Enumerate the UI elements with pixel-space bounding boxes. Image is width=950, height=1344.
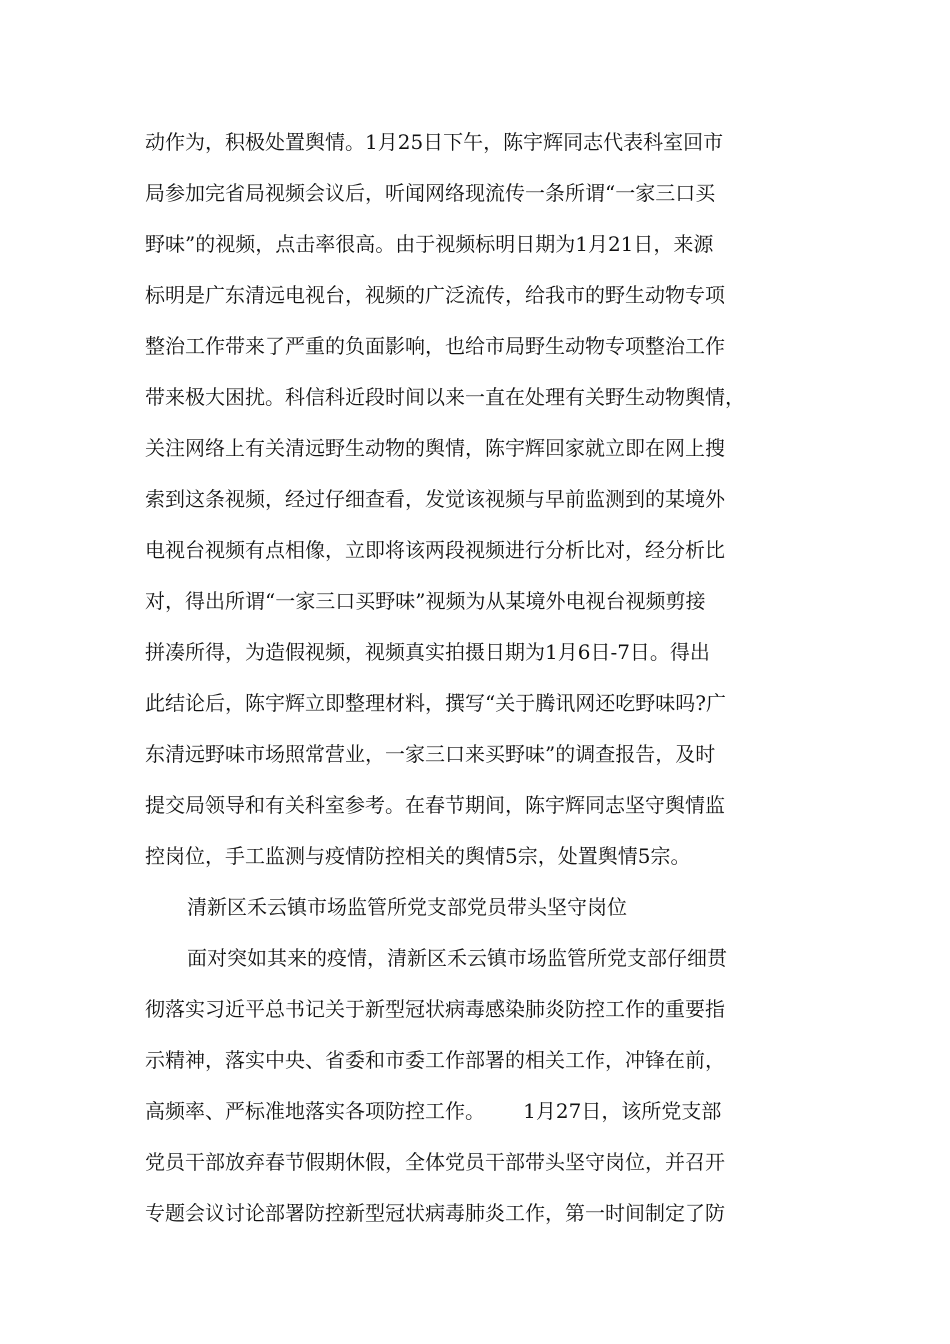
body-line: 对，得出所谓“一家三口买野味”视频为从某境外电视台视频剪接 bbox=[145, 589, 706, 613]
body-line: 面对突如其来的疫情，清新区禾云镇市场监管所党支部仔细贯 bbox=[187, 946, 727, 970]
body-line: 党员干部放弃春节假期休假，全体党员干部带头坚守岗位，并召开 bbox=[145, 1150, 725, 1174]
body-line: 野味”的视频，点击率很高。由于视频标明日期为1月21日，来源 bbox=[145, 232, 714, 256]
body-line: 带来极大困扰。科信科近段时间以来一直在处理有关野生动物舆情， bbox=[145, 385, 745, 409]
body-line: 拼凑所得，为造假视频，视频真实拍摄日期为1月6日-7日。得出 bbox=[145, 640, 710, 664]
body-line: 关注网络上有关清远野生动物的舆情，陈宇辉回家就立即在网上搜 bbox=[145, 436, 725, 460]
body-line: 整治工作带来了严重的负面影响，也给市局野生动物专项整治工作 bbox=[145, 334, 725, 358]
section-heading: 清新区禾云镇市场监管所党支部党员带头坚守岗位 bbox=[187, 895, 627, 919]
body-line: 高频率、严标准地落实各项防控工作。 1月27日，该所党支部 bbox=[145, 1099, 722, 1123]
body-line: 示精神，落实中央、省委和市委工作部署的相关工作，冲锋在前， bbox=[145, 1048, 725, 1072]
body-line: 索到这条视频，经过仔细查看，发觉该视频与早前监测到的某境外 bbox=[145, 487, 725, 511]
body-line: 标明是广东清远电视台，视频的广泛流传，给我市的野生动物专项 bbox=[145, 283, 725, 307]
body-line: 此结论后，陈宇辉立即整理材料，撰写“关于腾讯网还吃野味吗?广 bbox=[145, 691, 726, 715]
body-line: 专题会议讨论部署防控新型冠状病毒肺炎工作，第一时间制定了防 bbox=[145, 1201, 725, 1225]
body-line: 东清远野味市场照常营业，一家三口来买野味”的调查报告，及时 bbox=[145, 742, 716, 766]
body-line: 彻落实习近平总书记关于新型冠状病毒感染肺炎防控工作的重要指 bbox=[145, 997, 725, 1021]
body-line: 提交局领导和有关科室参考。在春节期间，陈宇辉同志坚守舆情监 bbox=[145, 793, 725, 817]
body-line: 局参加完省局视频会议后，听闻网络现流传一条所谓“一家三口买 bbox=[145, 181, 716, 205]
body-line: 动作为，积极处置舆情。1月25日下午，陈宇辉同志代表科室回市 bbox=[145, 130, 724, 154]
body-line: 控岗位，手工监测与疫情防控相关的舆情5宗，处置舆情5宗。 bbox=[145, 844, 691, 868]
body-line: 电视台视频有点相像，立即将该两段视频进行分析比对，经分析比 bbox=[145, 538, 725, 562]
